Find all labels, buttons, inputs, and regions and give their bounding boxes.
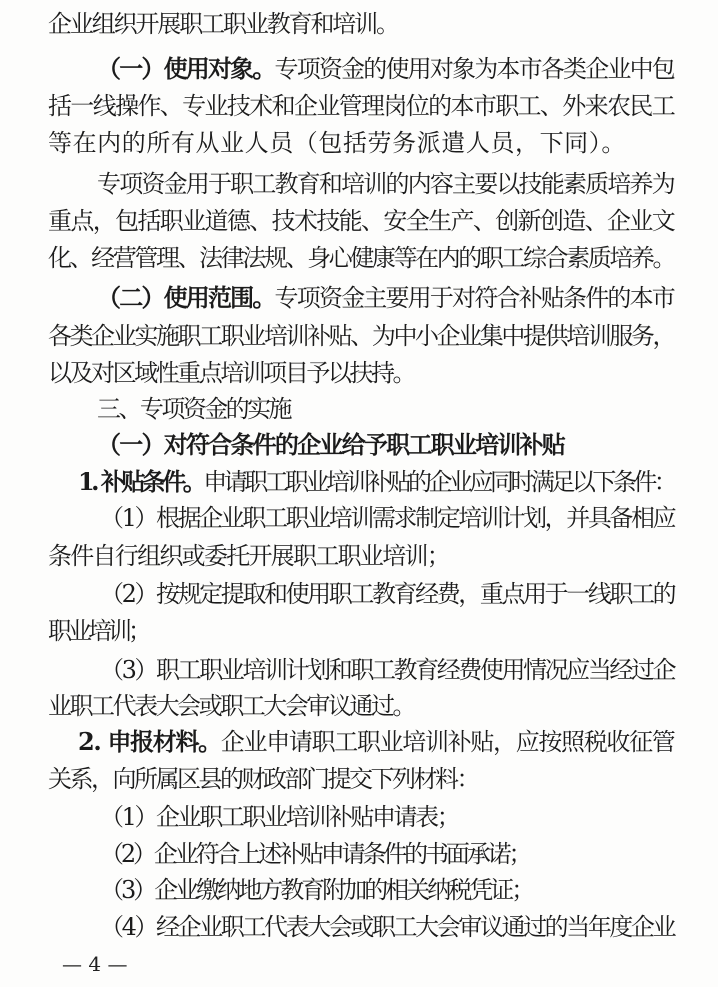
body-text: 申请职工职业培训补贴的企业应同时满足以下条件：: [203, 468, 675, 496]
text-line: [100, 802, 478, 832]
text-line: [78, 727, 694, 757]
bold-heading-text: （一）使用对象。: [97, 54, 275, 83]
body-text: 括一线操作、专业技术和企业管理岗位的本市职工、外来农民工: [48, 92, 675, 120]
bold-heading-text: 1. 补贴条件。: [78, 467, 204, 496]
bold-heading-text: 2. 申报材料。: [78, 727, 221, 756]
body-text: （1）企业职工职业培训补贴申请表；: [100, 803, 459, 831]
text-line: [97, 394, 310, 424]
body-text: 各类企业实施职工职业培训补贴、为中小企业集中提供培训服务，: [48, 322, 675, 350]
text-line: [48, 91, 694, 121]
body-text: 三、专项资金的实施: [97, 395, 290, 423]
text-line: [48, 243, 694, 273]
text-line: [97, 169, 694, 199]
text-line: [48, 128, 646, 158]
body-text: 化、经营管理、法律法规、身心健康等在内的职工综合素质培养。: [48, 244, 675, 272]
body-text: 业职工代表大会或职工大会审议通过。: [48, 692, 415, 720]
body-text: 条件自行组织或委托开展职工职业培训；: [48, 542, 450, 570]
bold-heading-text: （一）对符合条件的企业给予职工职业培训补贴: [97, 430, 565, 459]
body-text: （1）根据企业职工职业培训需求制定培训计划，并具备相应: [100, 504, 675, 532]
text-line: [48, 206, 694, 236]
body-text: 企业申请职工职业培训补贴，应按照税收征管: [220, 728, 675, 756]
body-text: 重点，包括职业道德、技术技能、安全生产、创新创造、企业文: [48, 207, 675, 235]
text-line: [78, 467, 694, 497]
text-line: [48, 321, 694, 351]
body-text: 专项资金用于职工教育和培训的内容主要以技能素质培养为: [97, 170, 674, 198]
text-line: [100, 875, 552, 905]
text-line: [48, 764, 498, 794]
text-line: [48, 358, 434, 388]
text-line: [48, 541, 469, 571]
body-text: 关系，向所属区县的财政部门提交下列材料：: [48, 765, 478, 793]
body-text: （2）按规定提取和使用职工教育经费，重点用于一线职工的: [100, 580, 675, 608]
text-line: [100, 579, 694, 609]
body-text: （3）企业缴纳地方教育附加的相关纳税凭证；: [100, 876, 533, 904]
text-line: [97, 430, 584, 460]
body-text: 企业组织开展职工职业教育和培训。: [48, 10, 398, 38]
body-text: （4）经企业职工代表大会或职工大会审议通过的当年度企业: [100, 913, 675, 941]
body-text: 以及对区域性重点培训项目予以扶持。: [48, 359, 415, 387]
page-number: — 4 —: [62, 952, 128, 976]
text-line: [100, 839, 549, 869]
body-text: 专项资金的使用对象为本市各类企业中包: [274, 55, 674, 83]
text-line: [48, 691, 434, 721]
text-line: [48, 9, 418, 39]
body-text: 专项资金主要用于对符合补贴条件的本市: [274, 284, 674, 312]
text-line: [100, 655, 694, 685]
text-line: [97, 54, 694, 84]
text-line: [97, 283, 694, 313]
body-text: （3）职工职业培训计划和职工教育经费使用情况应当经过企: [100, 656, 675, 684]
body-text: 职业培训；: [48, 617, 148, 645]
text-line: [100, 503, 694, 533]
text-line: [100, 912, 694, 942]
text-line: [48, 616, 163, 646]
bold-heading-text: （二）使用范围。: [97, 283, 275, 312]
body-text: （2）企业符合上述补贴申请条件的书面承诺；: [100, 840, 530, 868]
body-text: 等在内的所有从业人员（包括劳务派遣人员，下同）。: [48, 129, 626, 157]
